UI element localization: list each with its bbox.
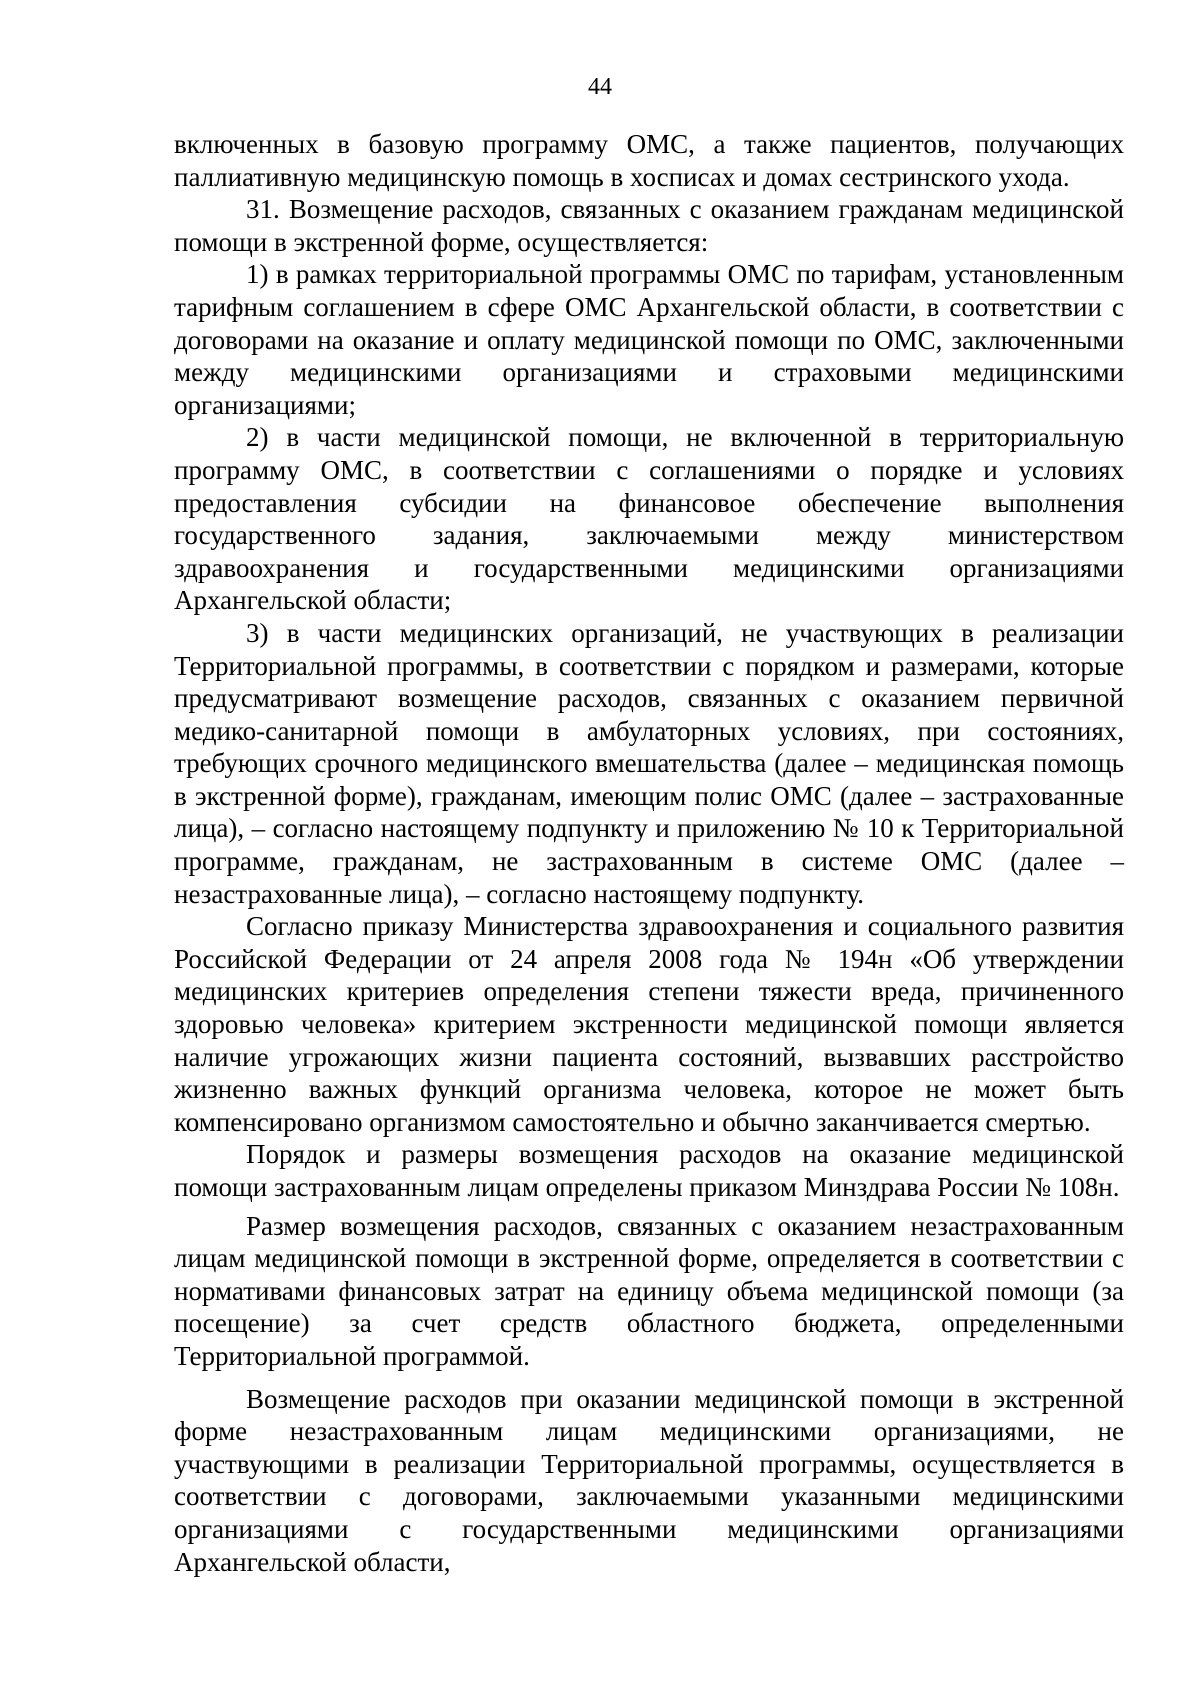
paragraph-item-31: 31. Возмещение расходов, связанных с оказанием гражданам медицинской помощи в экстренной форме, осуществляется: bbox=[174, 194, 1124, 257]
paragraph-insured-procedure: Порядок и размеры возмещения расходов на оказание медицинской помощи застрахованным лицам определены приказом Минздрава России № 108н. bbox=[174, 1139, 1124, 1202]
paragraph-subitem-3: 3) в части медицинских организаций, не участвующих в реализации Территориальной программы, в соответствии с порядком и размерами, которые предусматривают возмещение расходов, связанных с оказанием первичной медико-санитарной помощи в амбулаторных условиях, при состояниях, требующих срочного медицинского вмешательства (далее – медицинская помощь в экстренной форме), гражданам, имеющим полис ОМС (далее – застрахованные лица), – согласно настоящему подпункту и приложению № 10 к Территориальной программе, гражданам, не застрахованным в системе ОМС (далее – незастрахованные лица), – согласно настоящему подпункту. bbox=[174, 617, 1124, 909]
paragraph-emergency-criteria: Согласно приказу Министерства здравоохранения и социального развития Российской Федерации от 24 апреля 2008 года № 194н «Об утверждении медицинских критериев определения степени тяжести вреда, причиненного здоровью человека» критерием экстренности медицинской помощи является наличие угрожающих жизни пациента состояний, вызвавших расстройство жизненно важных функций организма человека, которое не может быть компенсировано организмом самостоятельно и обычно заканчивается смертью. bbox=[174, 911, 1124, 1137]
paragraph-subitem-1: 1) в рамках территориальной программы ОМС по тарифам, установленным тарифным соглашением в сфере ОМС Архангельской области, в соответствии с договорами на оказание и оплату медицинской помощи по ОМС, заключенными между медицинскими организациями и страховыми медицинскими организациями; bbox=[174, 259, 1124, 420]
page-number: 44 bbox=[588, 74, 612, 100]
paragraph-reimbursement-contracts: Возмещение расходов при оказании медицинской помощи в экстренной форме незастрахованным лицам медицинскими организациями, не участвующими в реализации Территориальной программы, осуществляется в соответствии с договорами, заключаемыми указанными медицинскими организациями с государственными медицинскими организациями Архангельской области, bbox=[174, 1383, 1124, 1577]
paragraph-subitem-2: 2) в части медицинской помощи, не включенной в территориальную программу ОМС, в соответствии с соглашениями о порядке и условиях предоставления субсидии на финансовое обеспечение выполнения государственного задания, заключаемыми между министерством здравоохранения и государственными медицинскими организациями Архангельской области; bbox=[174, 422, 1124, 616]
paragraph-continuation: включенных в базовую программу ОМС, а также пациентов, получающих паллиативную медицинскую помощь в хосписах и домах сестринского ухода. bbox=[174, 129, 1124, 192]
document-body bbox=[174, 128, 1124, 1578]
paragraph-uninsured-amount: Размер возмещения расходов, связанных с оказанием незастрахованным лицам медицинской помощи в экстренной форме, определяется в соответствии с нормативами финансовых затрат на единицу объема медицинской помощи (за посещение) за счет средств областного бюджета, определенными Территориальной программой. bbox=[174, 1210, 1124, 1371]
